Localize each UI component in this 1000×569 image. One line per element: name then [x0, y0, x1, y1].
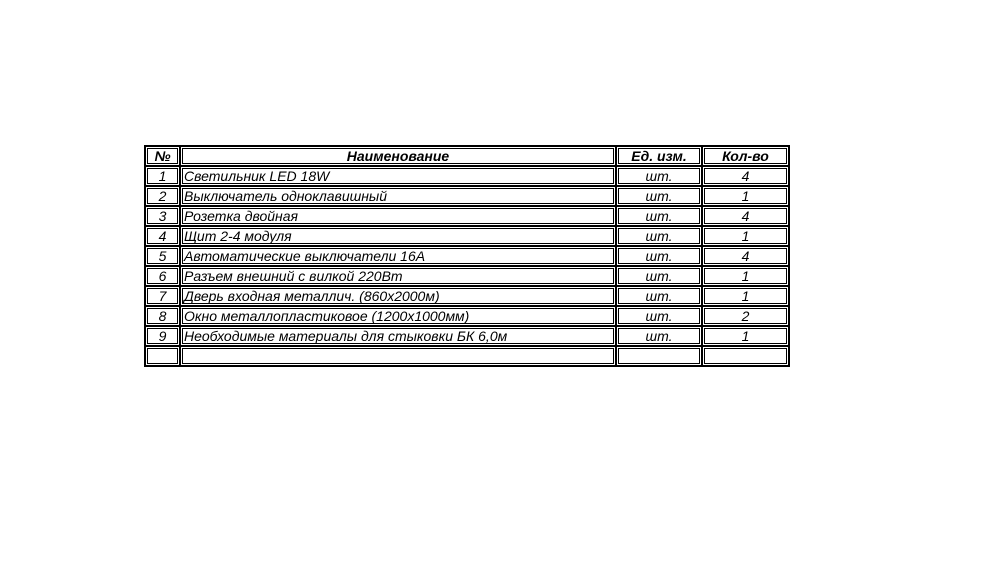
table-row [145, 186, 789, 206]
row-qty: 4 [702, 166, 789, 186]
row-unit: шт. [616, 226, 702, 246]
empty-cell [145, 346, 180, 366]
empty-cell [616, 346, 702, 366]
table-row [145, 166, 789, 186]
row-qty: 4 [702, 246, 789, 266]
table-row [145, 246, 789, 266]
row-num: 7 [145, 286, 180, 306]
row-name: Выключатель одноклавишный [180, 186, 616, 206]
header-name: Наименование [180, 146, 616, 166]
table-row [145, 286, 789, 306]
row-num: 6 [145, 266, 180, 286]
items-table [144, 145, 790, 367]
row-num: 1 [145, 166, 180, 186]
row-unit: шт. [616, 326, 702, 346]
row-num: 2 [145, 186, 180, 206]
table-row [145, 306, 789, 326]
row-num: 4 [145, 226, 180, 246]
row-qty: 1 [702, 186, 789, 206]
row-name: Розетка двойная [180, 206, 616, 226]
table-row [145, 326, 789, 346]
row-qty: 2 [702, 306, 789, 326]
table-header-row [145, 146, 789, 166]
row-num: 8 [145, 306, 180, 326]
row-unit: шт. [616, 266, 702, 286]
empty-cell [702, 346, 789, 366]
header-qty: Кол-во [702, 146, 789, 166]
row-name: Автоматические выключатели 16А [180, 246, 616, 266]
row-unit: шт. [616, 246, 702, 266]
row-unit: шт. [616, 306, 702, 326]
row-name: Окно металлопластиковое (1200х1000мм) [180, 306, 616, 326]
row-num: 5 [145, 246, 180, 266]
row-name: Щит 2-4 модуля [180, 226, 616, 246]
table-row [145, 226, 789, 246]
table-row [145, 266, 789, 286]
empty-cell [180, 346, 616, 366]
row-name: Разъем внешний с вилкой 220Вт [180, 266, 616, 286]
row-unit: шт. [616, 286, 702, 306]
row-qty: 1 [702, 226, 789, 246]
row-unit: шт. [616, 186, 702, 206]
row-qty: 4 [702, 206, 789, 226]
header-num: № [145, 146, 180, 166]
row-unit: шт. [616, 166, 702, 186]
row-num: 9 [145, 326, 180, 346]
row-num: 3 [145, 206, 180, 226]
row-qty: 1 [702, 286, 789, 306]
row-qty: 1 [702, 326, 789, 346]
row-name: Светильник LED 18W [180, 166, 616, 186]
header-unit: Ед. изм. [616, 146, 702, 166]
table-row-empty [145, 346, 789, 366]
row-unit: шт. [616, 206, 702, 226]
row-qty: 1 [702, 266, 789, 286]
row-name: Необходимые материалы для стыковки БК 6,0м [180, 326, 616, 346]
table-row [145, 206, 789, 226]
row-name: Дверь входная металлич. (860х2000м) [180, 286, 616, 306]
